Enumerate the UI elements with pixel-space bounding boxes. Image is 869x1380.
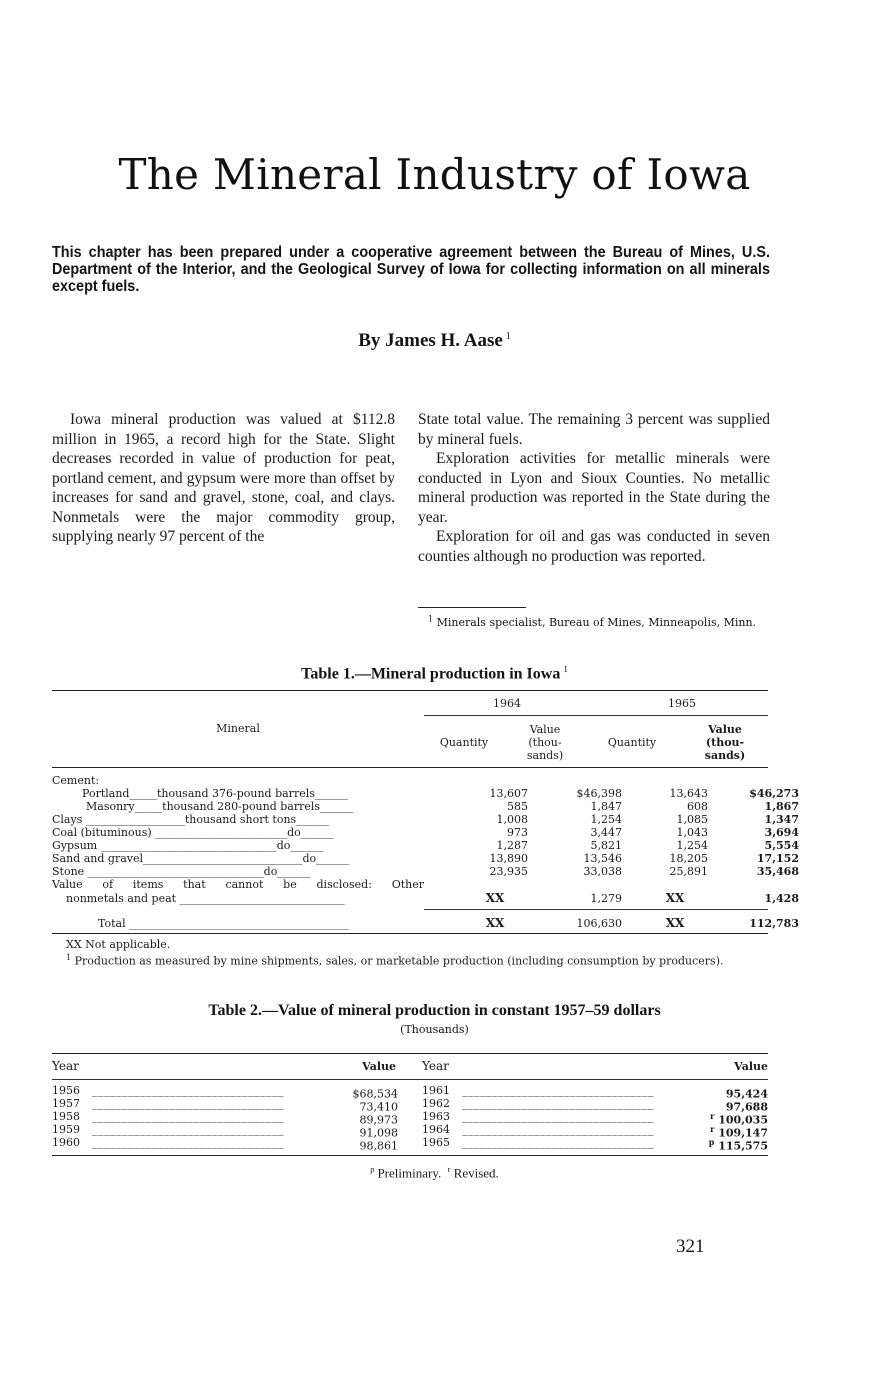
cell-quantity-1964: 973 (507, 826, 528, 839)
body-paragraph: Exploration for oil and gas was conducted in seven counties although no production was reported. (418, 528, 770, 565)
table1-subtotal-rule (424, 909, 768, 910)
cell-value-1965: 3,694 (764, 826, 799, 839)
cell-value (688, 1136, 768, 1153)
cell-quantity-1964: XX (485, 916, 505, 930)
table1-undisclosed-label-line1: Value of items that cannot be disclosed: Other (52, 878, 424, 891)
row-label: Gypsum ________________________________do______ (52, 839, 324, 852)
byline-footnote-mark: 1 (505, 330, 511, 342)
table-row (52, 839, 799, 852)
table1-note-1 (52, 951, 768, 968)
cell-value (328, 1136, 398, 1153)
table2-header-value-right: Value (734, 1060, 768, 1073)
cell-value-1965: 1,867 (764, 800, 799, 813)
value-text: 95,424 (725, 1087, 768, 1101)
value-text: 109,147 (718, 1126, 768, 1140)
row-label: Masonry_____thousand 280-pound barrels______ (86, 800, 354, 813)
cell-quantity-1965: 1,043 (676, 826, 708, 839)
row-label: Sand and gravel_____________________________do______ (52, 852, 350, 865)
table-row (52, 1123, 398, 1140)
row-label: Portland_____thousand 376-pound barrels______ (82, 787, 348, 800)
cell-value-1964: 1,254 (590, 813, 622, 826)
row-label: Coal (bituminous) ________________________do______ (52, 826, 334, 839)
leader-dots: ________________________________ (462, 1110, 654, 1123)
cell-quantity-1964: XX (485, 891, 505, 905)
cell-quantity-1964: 585 (507, 800, 528, 813)
header-line: (thou- (528, 736, 562, 749)
cell-quantity-1965: 18,205 (669, 852, 708, 865)
table1-header-value-1964 (510, 723, 580, 762)
table-row (52, 865, 799, 878)
leader-dots: ________________________________ (92, 1136, 284, 1149)
cell-quantity-1965: 608 (687, 800, 708, 813)
table-row (52, 891, 799, 905)
table1-header-mineral: Mineral (216, 722, 260, 735)
table1-caption-text: Table 1.—Mineral production in Iowa (301, 665, 561, 683)
table-row (52, 1097, 398, 1114)
cell-year: 1960 (52, 1136, 80, 1149)
cell-value-1964: 13,546 (583, 852, 622, 865)
table2-header-year-left: Year (52, 1059, 79, 1073)
value-text: $68,534 (352, 1087, 398, 1101)
header-line: (thou- (705, 736, 745, 749)
body-left-column (52, 410, 395, 547)
value-text: 100,035 (718, 1113, 768, 1127)
cell-year: 1956 (52, 1084, 80, 1097)
table-row (52, 852, 799, 865)
leader-dots: ________________________________ (92, 1123, 284, 1136)
cell-value-1965: $46,273 (749, 787, 799, 800)
table2-caption: Table 2.—Value of mineral production in constant 1957–59 dollars (208, 1002, 661, 1019)
value-text: 73,410 (359, 1100, 398, 1114)
table-row-total (52, 916, 799, 930)
row-label: nonmetals and peat ______________________________ (66, 892, 345, 905)
table1-header-quantity-1964: Quantity (439, 736, 489, 749)
header-line: Value (708, 723, 742, 736)
cell-value-1964: 5,821 (590, 839, 622, 852)
cell-quantity-1965: XX (665, 891, 685, 905)
cell-quantity-1965: 1,254 (676, 839, 708, 852)
table2-bottom-rule (52, 1155, 768, 1156)
row-label: Stone ________________________________do______ (52, 865, 311, 878)
body-paragraph: Iowa mineral production was valued at $112.8 million in 1965, a record high for the State. Slight decreases recorded in value of production for peat, portland cement, and gypsum were more than offset by increases for sand and gravel, stone, coal, and clays. Nonmetals were the major commodity group, supplying nearly 97 percent of the (52, 411, 395, 545)
cell-quantity-1964: 13,607 (489, 787, 528, 800)
value-text: 89,973 (359, 1113, 398, 1127)
table1-header-1965: 1965 (668, 697, 696, 710)
page-number: 321 (676, 1236, 705, 1257)
cell-year: 1963 (422, 1110, 450, 1123)
row-label: Total ________________________________________ (98, 917, 350, 930)
leader-dots: ________________________________ (92, 1097, 284, 1110)
table1-header-rule (52, 767, 768, 768)
table-row (422, 1123, 768, 1140)
table1-bottom-rule (52, 933, 768, 934)
legend-r-mark: r (447, 1165, 451, 1174)
table-row (422, 1110, 768, 1127)
table1-caption (0, 664, 869, 683)
body-paragraph: Exploration activities for metallic minerals were conducted in Lyon and Sioux Counties. No metallic mineral production was reported in the State during the year. (418, 450, 770, 526)
table1-header-value-1965 (690, 723, 760, 762)
header-line: sands) (704, 749, 746, 762)
cell-year: 1958 (52, 1110, 80, 1123)
cell-value-1965: 1,428 (764, 892, 799, 905)
cell-quantity-1964: 1,008 (496, 813, 528, 826)
leader-dots: ________________________________ (92, 1084, 284, 1097)
value-text: 115,575 (718, 1139, 768, 1153)
table2-header-rule (52, 1079, 768, 1080)
body-paragraph: State total value. The remaining 3 percent was supplied by mineral fuels. (418, 411, 770, 448)
table1-header-1964: 1964 (493, 697, 521, 710)
table2-header-value-left: Value (362, 1060, 396, 1073)
leader-dots: ________________________________ (92, 1110, 284, 1123)
legend-p-text: Preliminary. (377, 1165, 442, 1181)
value-mark: p (708, 1137, 715, 1147)
cell-quantity-1964: 23,935 (489, 865, 528, 878)
author-name: By James H. Aase (358, 330, 503, 351)
table-row (422, 1136, 768, 1153)
byline (0, 330, 869, 352)
table2-top-rule (52, 1053, 768, 1054)
legend-p-mark: p (370, 1165, 375, 1174)
cell-value-1964: $46,398 (576, 787, 622, 800)
header-line: sands) (526, 749, 564, 762)
lead-paragraph: This chapter has been prepared under a cooperative agreement between the Bureau of Mines, U.S. Department of the Interior, and the Geological Survey of Iowa for collecting information on all minerals except fuels. (52, 244, 770, 295)
cell-quantity-1964: 1,287 (496, 839, 528, 852)
cell-year: 1957 (52, 1097, 80, 1110)
cell-year: 1962 (422, 1097, 450, 1110)
table-row (422, 1084, 768, 1101)
cell-quantity-1965: 13,643 (669, 787, 708, 800)
cell-year: 1965 (422, 1136, 450, 1149)
table1-header-quantity-1965: Quantity (607, 736, 657, 749)
cell-value-1965: 35,468 (756, 865, 799, 878)
table1-year-rule (424, 715, 768, 716)
table1-caption-mark: 1 (563, 664, 568, 674)
table2-subcaption: (Thousands) (400, 1023, 469, 1036)
cell-value-1965: 112,783 (749, 917, 799, 930)
cell-value-1965: 17,152 (756, 852, 799, 865)
cell-quantity-1965: 1,085 (676, 813, 708, 826)
body-right-column (418, 410, 770, 566)
note-text: Production as measured by mine shipments, sales, or marketable production (including consumption by producers). (74, 954, 724, 968)
table-row (52, 1110, 398, 1127)
footnote-text: Minerals specialist, Bureau of Mines, Minneapolis, Minn. (436, 615, 757, 629)
page-title: The Mineral Industry of Iowa (118, 150, 751, 199)
table-row (52, 1084, 398, 1101)
cell-year: 1961 (422, 1084, 450, 1097)
table1-group-cement: Cement: (52, 774, 100, 787)
cell-value-1964: 1,279 (590, 892, 622, 905)
cell-year: 1964 (422, 1123, 450, 1136)
value-text: 97,688 (725, 1100, 768, 1114)
table-row (52, 787, 799, 800)
cell-quantity-1964: 13,890 (489, 852, 528, 865)
header-line: Value (529, 723, 561, 736)
cell-quantity-1965: 25,891 (669, 865, 708, 878)
value-text: 91,098 (359, 1126, 398, 1140)
footnote-mark: 1 (428, 614, 434, 623)
cell-quantity-1965: XX (665, 916, 685, 930)
table-row (52, 1136, 398, 1153)
cell-value-1964: 33,038 (583, 865, 622, 878)
legend-r-text: Revised. (453, 1165, 499, 1181)
note-mark: 1 (66, 953, 72, 962)
table-row (52, 813, 799, 826)
author-footnote (418, 612, 770, 629)
cell-value-1964: 106,630 (576, 917, 622, 930)
row-label: Clays __________________thousand short tons______ (52, 813, 330, 826)
table1-note-xx: XX Not applicable. (66, 938, 171, 951)
value-text: 98,861 (359, 1139, 398, 1153)
leader-dots: ________________________________ (462, 1136, 654, 1149)
leader-dots: ________________________________ (462, 1097, 654, 1110)
table2-header-year-right: Year (422, 1059, 449, 1073)
footnote-divider (418, 607, 526, 608)
cell-value-1964: 3,447 (590, 826, 622, 839)
table2-legend (0, 1163, 869, 1179)
cell-year: 1959 (52, 1123, 80, 1136)
value-mark: r (710, 1111, 715, 1121)
value-mark: r (710, 1124, 715, 1134)
table-row (52, 826, 799, 839)
table1-top-rule (52, 690, 768, 691)
cell-value-1964: 1,847 (590, 800, 622, 813)
leader-dots: ________________________________ (462, 1123, 654, 1136)
table-row (52, 800, 799, 813)
leader-dots: ________________________________ (462, 1084, 654, 1097)
cell-value-1965: 1,347 (764, 813, 799, 826)
table-row (422, 1097, 768, 1114)
cell-value-1965: 5,554 (764, 839, 799, 852)
